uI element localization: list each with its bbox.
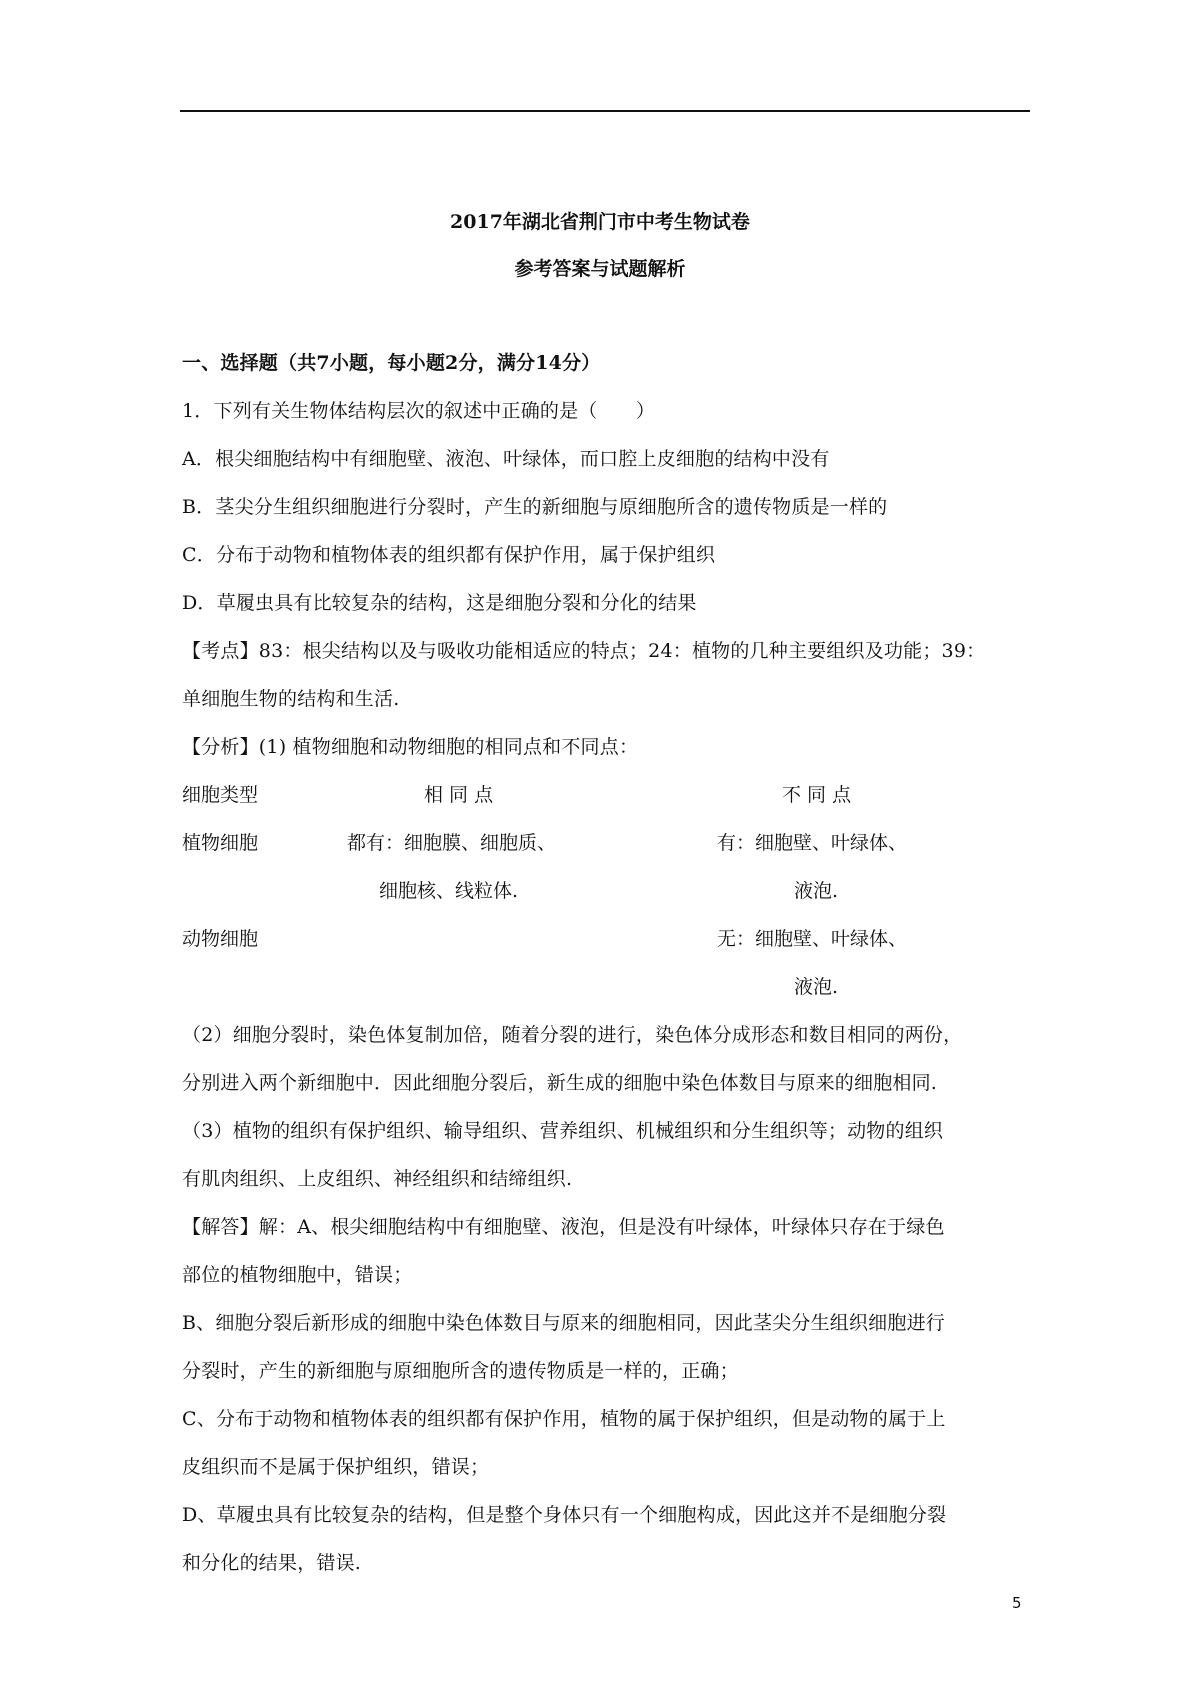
header-rule [180, 110, 1030, 112]
option-c: C．分布于动物和植物体表的组织都有保护作用，属于保护组织 [182, 544, 716, 566]
document-title: 2017年湖北省荆门市中考生物试卷 [450, 211, 750, 233]
option-a: A．根尖细胞结构中有细胞壁、液泡、叶绿体，而口腔上皮细胞的结构中没有 [182, 448, 830, 470]
table-header-type: 细胞类型 [182, 784, 259, 806]
section-heading: 一、选择题（共7小题，每小题2分，满分14分） [182, 352, 601, 374]
table-header-diff: 不 同 点 [782, 784, 852, 806]
answer-d-line-2: 和分化的结果，错误. [182, 1552, 362, 1574]
kaodian-line-1: 【考点】83：根尖结构以及与吸收功能相适应的特点；24：植物的几种主要组织及功能；39： [182, 640, 986, 662]
table-animal-diff-line-2: 液泡. [794, 976, 839, 998]
analysis-intro: 【分析】(1) 植物细胞和动物细胞的相同点和不同点： [182, 736, 639, 758]
answer-b-line-1: B、细胞分裂后新形成的细胞中染色体数目与原来的细胞相同，因此茎尖分生组织细胞进行 [182, 1312, 945, 1334]
option-b: B．茎尖分生组织细胞进行分裂时，产生的新细胞与原细胞所含的遗传物质是一样的 [182, 496, 888, 518]
answer-a-line-1: 【解答】解：A、根尖细胞结构中有细胞壁、液泡，但是没有叶绿体，叶绿体只存在于绿色 [182, 1216, 945, 1238]
question-stem: 1．下列有关生物体结构层次的叙述中正确的是（ ） [182, 400, 656, 422]
answer-a-line-2: 部位的植物细胞中，错误； [182, 1264, 413, 1286]
table-animal-diff-line-1: 无：细胞壁、叶绿体、 [717, 928, 908, 950]
document-subtitle: 参考答案与试题解析 [514, 258, 686, 280]
analysis-p2-line-1: （2）细胞分裂时，染色体复制加倍，随着分裂的进行，染色体分成形态和数目相同的两份， [182, 1024, 963, 1046]
answer-d-line-1: D、草履虫具有比较复杂的结构，但是整个身体只有一个细胞构成，因此这并不是细胞分裂 [182, 1504, 947, 1526]
table-plant-label: 植物细胞 [182, 832, 259, 854]
answer-c-line-1: C、分布于动物和植物体表的组织都有保护作用，植物的属于保护组织，但是动物的属于上 [182, 1408, 946, 1430]
answer-b-line-2: 分裂时，产生的新细胞与原细胞所含的遗传物质是一样的，正确； [182, 1360, 739, 1382]
table-animal-label: 动物细胞 [182, 928, 259, 950]
table-same-line-2: 细胞核、线粒体. [379, 880, 519, 902]
table-plant-diff-line-2: 液泡. [794, 880, 839, 902]
table-plant-diff-line-1: 有：细胞壁、叶绿体、 [717, 832, 908, 854]
table-header-same: 相 同 点 [424, 784, 494, 806]
analysis-p3-line-1: （3）植物的组织有保护组织、输导组织、营养组织、机械组织和分生组织等；动物的组织 [182, 1120, 944, 1142]
analysis-p2-line-2: 分别进入两个新细胞中．因此细胞分裂后，新生成的细胞中染色体数目与原来的细胞相同. [182, 1072, 938, 1094]
analysis-p3-line-2: 有肌肉组织、上皮组织、神经组织和结缔组织. [182, 1168, 573, 1190]
page-number: 5 [1012, 1594, 1022, 1612]
table-same-line-1: 都有：细胞膜、细胞质、 [347, 832, 557, 854]
option-d: D．草履虫具有比较复杂的结构，这是细胞分裂和分化的结果 [182, 592, 697, 614]
kaodian-line-2: 单细胞生物的结构和生活. [182, 688, 400, 710]
answer-c-line-2: 皮组织而不是属于保护组织，错误； [182, 1456, 490, 1478]
